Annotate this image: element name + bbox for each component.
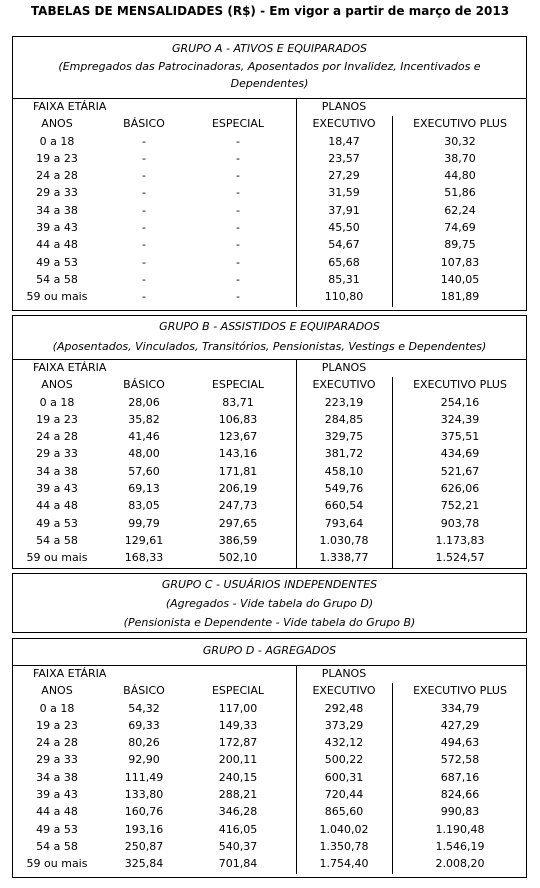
header-executivo: EXECUTIVO (312, 117, 376, 131)
executivo-plus-cell: 990,83 (440, 805, 480, 819)
executivo-plus-cell: 903,78 (440, 516, 480, 530)
age-cell: 19 a 23 (36, 718, 78, 732)
executivo-plus-cell: 1.190,48 (435, 822, 485, 836)
basico-cell: 250,87 (124, 839, 164, 853)
age-cell: 0 a 18 (39, 701, 75, 715)
executivo-cell: 549,76 (324, 482, 364, 496)
age-cell: 0 a 18 (39, 134, 75, 148)
especial-cell: 247,73 (218, 499, 258, 513)
executivo-plus-cell: 140,05 (440, 272, 480, 286)
age-cell: 44 a 48 (36, 238, 78, 252)
especial-cell: - (236, 151, 240, 165)
executivo-cell: 1.338,77 (319, 551, 369, 565)
basico-cell: 160,76 (124, 805, 164, 819)
executivo-cell: 329,75 (324, 430, 364, 444)
executivo-cell: 793,64 (324, 516, 364, 530)
basico-cell: - (142, 186, 146, 200)
executivo-plus-cell: 181,89 (440, 290, 480, 304)
executivo-plus-cell: 74,69 (444, 221, 476, 235)
especial-cell: - (236, 221, 240, 235)
executivo-cell: 1.350,78 (319, 839, 369, 853)
table-row (13, 185, 526, 202)
header-especial: ESPECIAL (211, 378, 265, 392)
table-row (13, 787, 526, 804)
header-especial: ESPECIAL (211, 684, 265, 698)
header-basico: BÁSICO (123, 684, 165, 698)
basico-cell: 111,49 (124, 770, 164, 784)
basico-cell: - (142, 151, 146, 165)
executivo-plus-cell: 44,80 (444, 169, 476, 183)
executivo-cell: 458,10 (324, 464, 364, 478)
executivo-cell: 432,12 (324, 736, 364, 750)
executivo-cell: 65,68 (328, 255, 360, 269)
executivo-cell: 223,19 (324, 395, 364, 409)
header-faixa-etaria: FAIXA ETÁRIA (33, 667, 107, 680)
age-cell: 0 a 18 (39, 395, 75, 409)
table-row (13, 237, 526, 254)
table-row (13, 220, 526, 237)
executivo-cell: 284,85 (324, 412, 364, 426)
especial-cell: - (236, 186, 240, 200)
table-row (13, 203, 526, 220)
header-basico: BÁSICO (123, 378, 165, 392)
group-b-subtitle: (Aposentados, Vinculados, Transitórios, Pensionistas, Vestings e Dependentes) (52, 340, 487, 353)
age-cell: 19 a 23 (36, 412, 78, 426)
header-planos: PLANOS (321, 667, 367, 680)
especial-cell: 83,71 (222, 395, 254, 409)
table-row (13, 839, 526, 856)
table-row (13, 498, 526, 515)
age-cell: 44 a 48 (36, 805, 78, 819)
executivo-plus-cell: 324,39 (440, 412, 480, 426)
basico-cell: 80,26 (128, 736, 160, 750)
basico-cell: 99,79 (128, 516, 160, 530)
column-divider (392, 683, 393, 874)
especial-cell: 123,67 (218, 430, 258, 444)
executivo-cell: 27,29 (328, 169, 360, 183)
executivo-cell: 373,29 (324, 718, 364, 732)
age-cell: 24 a 28 (36, 430, 78, 444)
table-row (13, 701, 526, 718)
especial-cell: - (236, 272, 240, 286)
executivo-cell: 1.030,78 (319, 533, 369, 547)
age-cell: 39 a 43 (36, 788, 78, 802)
age-cell: 49 a 53 (36, 516, 78, 530)
header-row-2 (13, 116, 526, 133)
group-d-table (12, 638, 527, 878)
basico-cell: 35,82 (128, 412, 160, 426)
age-cell: 39 a 43 (36, 482, 78, 496)
executivo-cell: 31,59 (328, 186, 360, 200)
basico-cell: 325,84 (124, 857, 164, 871)
especial-cell: - (236, 169, 240, 183)
basico-cell: 48,00 (128, 447, 160, 461)
column-divider (296, 99, 297, 307)
executivo-cell: 292,48 (324, 701, 364, 715)
table-row (13, 804, 526, 821)
especial-cell: 172,87 (218, 736, 258, 750)
header-anos: ANOS (41, 684, 73, 698)
executivo-plus-cell: 254,16 (440, 395, 480, 409)
group-b-grid (13, 360, 526, 568)
table-row (13, 718, 526, 735)
basico-cell: 28,06 (128, 395, 160, 409)
group-b-title: GRUPO B - ASSISTIDOS E EQUIPARADOS (159, 320, 380, 333)
table-row (13, 395, 526, 412)
basico-cell: 92,90 (128, 753, 160, 767)
executivo-plus-cell: 51,86 (444, 186, 476, 200)
executivo-cell: 54,67 (328, 238, 360, 252)
header-executivo: EXECUTIVO (312, 378, 376, 392)
document-title: TABELAS DE MENSALIDADES (R$) - Em vigor a partir de março de 2013 (30, 4, 510, 18)
table-row (13, 735, 526, 752)
group-a-table (12, 36, 527, 311)
especial-cell: 346,28 (218, 805, 258, 819)
executivo-plus-cell: 572,58 (440, 753, 480, 767)
header-anos: ANOS (41, 378, 73, 392)
column-divider (392, 377, 393, 568)
basico-cell: - (142, 221, 146, 235)
especial-cell: 288,21 (218, 788, 258, 802)
executivo-plus-cell: 1.546,19 (435, 839, 485, 853)
especial-cell: 540,37 (218, 839, 258, 853)
basico-cell: - (142, 134, 146, 148)
header-executivo-plus: EXECUTIVO PLUS (413, 117, 507, 131)
header-basico: BÁSICO (123, 117, 165, 131)
executivo-cell: 18,47 (328, 134, 360, 148)
especial-cell: 143,16 (218, 447, 258, 461)
executivo-plus-cell: 334,79 (440, 701, 480, 715)
age-cell: 39 a 43 (36, 221, 78, 235)
table-row (13, 752, 526, 769)
group-c-title: GRUPO C - USUÁRIOS INDEPENDENTES (161, 578, 378, 591)
group-c-line-2: (Pensionista e Dependente - Vide tabela do Grupo B) (123, 616, 416, 629)
age-cell: 24 a 28 (36, 736, 78, 750)
basico-cell: - (142, 169, 146, 183)
executivo-plus-cell: 375,51 (440, 430, 480, 444)
especial-cell: 206,19 (218, 482, 258, 496)
column-divider (296, 360, 297, 568)
basico-cell: 57,60 (128, 464, 160, 478)
executivo-plus-cell: 1.173,83 (435, 533, 485, 547)
executivo-cell: 600,31 (324, 770, 364, 784)
especial-cell: 701,84 (218, 857, 258, 871)
age-cell: 34 a 38 (36, 203, 78, 217)
executivo-plus-cell: 434,69 (440, 447, 480, 461)
age-cell: 59 ou mais (26, 551, 88, 565)
header-row-2 (13, 377, 526, 394)
group-b-table (12, 315, 527, 569)
table-row (13, 822, 526, 839)
table-row (13, 481, 526, 498)
group-a-grid (13, 99, 526, 307)
especial-cell: 117,00 (218, 701, 258, 715)
age-cell: 24 a 28 (36, 169, 78, 183)
age-cell: 34 a 38 (36, 464, 78, 478)
basico-cell: 133,80 (124, 788, 164, 802)
executivo-plus-cell: 62,24 (444, 203, 476, 217)
executivo-cell: 37,91 (328, 203, 360, 217)
group-d-grid (13, 666, 526, 874)
basico-cell: 69,33 (128, 718, 160, 732)
header-executivo-plus: EXECUTIVO PLUS (413, 684, 507, 698)
especial-cell: - (236, 290, 240, 304)
executivo-plus-cell: 752,21 (440, 499, 480, 513)
basico-cell: 129,61 (124, 533, 164, 547)
executivo-plus-cell: 2.008,20 (435, 857, 485, 871)
especial-cell: - (236, 238, 240, 252)
especial-cell: 149,33 (218, 718, 258, 732)
header-row-1 (13, 99, 526, 116)
column-divider (392, 116, 393, 307)
executivo-cell: 1.040,02 (319, 822, 369, 836)
table-row (13, 151, 526, 168)
basico-cell: 69,13 (128, 482, 160, 496)
header-faixa-etaria: FAIXA ETÁRIA (33, 361, 107, 374)
basico-cell: 193,16 (124, 822, 164, 836)
header-executivo-plus: EXECUTIVO PLUS (413, 378, 507, 392)
table-row (13, 516, 526, 533)
table-row (13, 134, 526, 151)
table-row (13, 446, 526, 463)
executivo-cell: 500,22 (324, 753, 364, 767)
group-a-subtitle: (Empregados das Patrocinadoras, Aposentados por Invalidez, Incentivados e Dependentes) (58, 60, 481, 90)
header-anos: ANOS (41, 117, 73, 131)
age-cell: 54 a 58 (36, 839, 78, 853)
executivo-plus-cell: 521,67 (440, 464, 480, 478)
basico-cell: - (142, 255, 146, 269)
basico-cell: 41,46 (128, 430, 160, 444)
executivo-cell: 865,60 (324, 805, 364, 819)
age-cell: 29 a 33 (36, 753, 78, 767)
executivo-cell: 23,57 (328, 151, 360, 165)
table-row (13, 464, 526, 481)
header-row-1 (13, 360, 526, 377)
executivo-plus-cell: 824,66 (440, 788, 480, 802)
age-cell: 59 ou mais (26, 857, 88, 871)
executivo-plus-cell: 30,32 (444, 134, 476, 148)
executivo-cell: 85,31 (328, 272, 360, 286)
header-row-2 (13, 683, 526, 700)
age-cell: 49 a 53 (36, 822, 78, 836)
especial-cell: 416,05 (218, 822, 258, 836)
table-row (13, 289, 526, 306)
executivo-plus-cell: 626,06 (440, 482, 480, 496)
header-faixa-etaria: FAIXA ETÁRIA (33, 100, 107, 113)
age-cell: 19 a 23 (36, 151, 78, 165)
age-cell: 29 a 33 (36, 186, 78, 200)
basico-cell: 54,32 (128, 701, 160, 715)
age-cell: 54 a 58 (36, 533, 78, 547)
age-cell: 54 a 58 (36, 272, 78, 286)
executivo-plus-cell: 494,63 (440, 736, 480, 750)
especial-cell: 502,10 (218, 551, 258, 565)
executivo-cell: 110,80 (324, 290, 364, 304)
basico-cell: 168,33 (124, 551, 164, 565)
basico-cell: - (142, 290, 146, 304)
especial-cell: - (236, 134, 240, 148)
age-cell: 49 a 53 (36, 255, 78, 269)
especial-cell: 297,65 (218, 516, 258, 530)
executivo-cell: 720,44 (324, 788, 364, 802)
table-row (13, 272, 526, 289)
table-row (13, 856, 526, 873)
executivo-plus-cell: 107,83 (440, 255, 480, 269)
executivo-plus-cell: 38,70 (444, 151, 476, 165)
especial-cell: 240,15 (218, 770, 258, 784)
table-row (13, 770, 526, 787)
executivo-cell: 1.754,40 (319, 857, 369, 871)
age-cell: 44 a 48 (36, 499, 78, 513)
especial-cell: - (236, 203, 240, 217)
group-d-title: GRUPO D - AGREGADOS (202, 644, 337, 657)
table-row (13, 412, 526, 429)
age-cell: 34 a 38 (36, 770, 78, 784)
especial-cell: 200,11 (218, 753, 258, 767)
age-cell: 29 a 33 (36, 447, 78, 461)
especial-cell: - (236, 255, 240, 269)
age-cell: 59 ou mais (26, 290, 88, 304)
basico-cell: 83,05 (128, 499, 160, 513)
especial-cell: 386,59 (218, 533, 258, 547)
basico-cell: - (142, 272, 146, 286)
executivo-cell: 45,50 (328, 221, 360, 235)
executivo-plus-cell: 427,29 (440, 718, 480, 732)
especial-cell: 106,83 (218, 412, 258, 426)
header-executivo: EXECUTIVO (312, 684, 376, 698)
especial-cell: 171,81 (218, 464, 258, 478)
executivo-plus-cell: 89,75 (444, 238, 476, 252)
group-c-line-1: (Agregados - Vide tabela do Grupo D) (165, 597, 374, 610)
executivo-cell: 660,54 (324, 499, 364, 513)
column-divider (296, 666, 297, 874)
table-row (13, 168, 526, 185)
group-a-title: GRUPO A - ATIVOS E EQUIPARADOS (171, 42, 368, 55)
header-row-1 (13, 666, 526, 683)
header-especial: ESPECIAL (211, 117, 265, 131)
group-c-box (12, 573, 527, 633)
table-row (13, 550, 526, 567)
table-row (13, 255, 526, 272)
header-planos: PLANOS (321, 361, 367, 374)
executivo-plus-cell: 1.524,57 (435, 551, 485, 565)
basico-cell: - (142, 203, 146, 217)
basico-cell: - (142, 238, 146, 252)
table-row (13, 533, 526, 550)
table-row (13, 429, 526, 446)
header-planos: PLANOS (321, 100, 367, 113)
executivo-plus-cell: 687,16 (440, 770, 480, 784)
executivo-cell: 381,72 (324, 447, 364, 461)
